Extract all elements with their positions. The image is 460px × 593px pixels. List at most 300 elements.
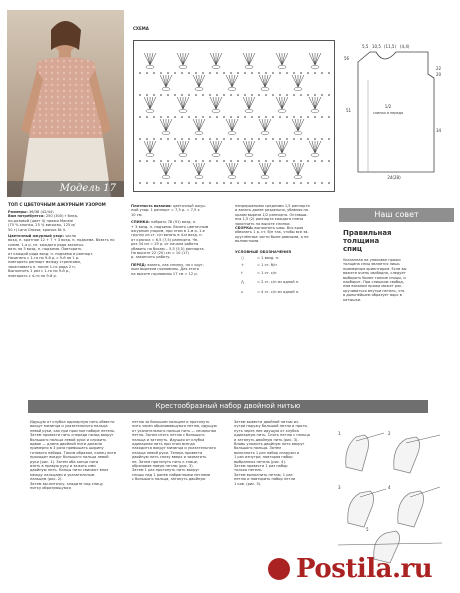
chart-symbol: [293, 94, 295, 96]
chart-symbol: [279, 141, 282, 153]
right-line: и вязать далее раздельно, убавляя по: [235, 208, 309, 213]
chart-symbol: [251, 116, 253, 118]
chart-symbol: [195, 94, 197, 96]
chart-symbol: [307, 138, 309, 140]
materials-line: 50 г) Lana Grossa; крючок № 4.: [8, 227, 67, 232]
tips-body: [343, 258, 455, 302]
chart-symbol: [237, 160, 239, 162]
tips-title-line: толщина: [343, 237, 380, 245]
chart-symbol: [328, 138, 330, 140]
section-line: одинарная нить при этом всегда: [132, 442, 195, 447]
postila-logo-mark-icon: [268, 558, 290, 580]
chart-symbol: [199, 75, 205, 87]
chart-symbol: [199, 75, 202, 87]
chart-symbol: [228, 175, 236, 178]
chart-symbol: [321, 72, 323, 74]
chart-symbol: [223, 138, 225, 140]
chart-symbol: [295, 75, 298, 87]
chart-symbol: [226, 75, 232, 87]
chart-symbol: [282, 53, 288, 65]
section-line: образовав новую петлю (рис. 3).: [132, 464, 194, 469]
chart-symbol: [286, 160, 288, 162]
section-line: с большого пальца, затянуть двойную: [132, 477, 206, 482]
chart-symbol: [276, 53, 282, 65]
chart-symbol: [265, 160, 267, 162]
chart-symbol: [174, 72, 176, 74]
chart-symbol: [249, 141, 252, 153]
chart-symbol: [199, 163, 205, 175]
chart-symbol: [177, 97, 183, 109]
chart-symbol: [209, 182, 211, 184]
chart-symbol: [193, 119, 199, 131]
tips-title-line: спиц: [343, 245, 363, 253]
chart-symbol: [162, 175, 170, 178]
chain-stitch-icon: ○: [241, 256, 245, 261]
chart-symbol: [312, 141, 315, 153]
chart-symbol: [265, 75, 268, 87]
chart-symbol: [146, 138, 148, 140]
chart-symbol: [226, 163, 232, 175]
dim-label: 22: [436, 66, 442, 71]
pattern-line: возд. п. кратное 12 + 7 + 3 возд. п. подъема. Вязать по: [8, 238, 115, 243]
pattern-line: схеме. 1-я р. сп. каждого ряда заканчи-: [8, 242, 84, 247]
chart-symbol: [146, 182, 148, 184]
chart-symbol: [160, 182, 162, 184]
chart-symbol: [181, 182, 183, 184]
chart-symbol: [199, 119, 205, 131]
section-col-1: [30, 420, 128, 491]
chart-symbol: [315, 141, 318, 153]
legend-item: ○ = 1 возд. п.: [241, 256, 280, 261]
chart-symbol: [230, 138, 232, 140]
model-heading: ТОП С ЦВЕТОЧНЫМ АЖУРНЫМ УЗОРОМ: [8, 202, 106, 207]
chart-symbol: [181, 72, 183, 74]
chart-symbol: [311, 109, 319, 112]
chart-symbol: [245, 153, 253, 156]
chart-symbol: [146, 65, 154, 68]
section-line: петлю и повторить набор петли: [234, 477, 296, 482]
chart-symbol: [230, 182, 232, 184]
chart-symbol: [183, 97, 189, 109]
chart-symbol: [293, 138, 295, 140]
chart-symbol: [179, 65, 187, 68]
back-line: группу из ст. с/н вязать в 4-м возд. п.: [131, 233, 203, 238]
chart-symbol: [160, 75, 166, 87]
chart-symbol: [246, 53, 249, 65]
figure-label: 5: [366, 527, 369, 532]
chart-symbol: [153, 116, 155, 118]
chart-symbol: [195, 87, 203, 90]
materials-line: 250 (300) г блед-: [45, 214, 79, 219]
chart-symbol: [265, 119, 271, 131]
chart-symbol: [244, 160, 246, 162]
chart-symbol: [177, 141, 183, 153]
chart-symbol: [216, 116, 218, 118]
section-line: петлю за большим пальцем и протянуть: [132, 420, 210, 424]
section-line: и затянуть двойную нить (рис. 3).: [234, 437, 299, 442]
right-line: выполнить швы. Вся края: [254, 226, 304, 231]
materials-line: но-розовой (цвет 4) пряжи Macate: [8, 218, 74, 223]
chart-symbol: [153, 182, 155, 184]
chart-symbol: [244, 116, 246, 118]
single-crochet-icon: +: [241, 263, 245, 268]
chart-symbol: [249, 53, 255, 65]
chart-symbol: [163, 75, 166, 87]
pattern-line: повторять раппорт между стрелками,: [8, 260, 81, 265]
chart-symbol: [293, 160, 295, 162]
chart-symbol: [232, 75, 235, 87]
chart-symbol: [237, 182, 239, 184]
front-line: на высоте горловины 17 см = 12 р.: [131, 271, 198, 276]
chart-symbol: [209, 94, 211, 96]
chart-symbol: [150, 141, 153, 153]
chart-symbol: [246, 141, 249, 153]
section-line: пальца левой руки. Теперь провести: [132, 450, 203, 455]
chart-symbol: [167, 138, 169, 140]
materials-label: Вам потребуется:: [8, 214, 45, 219]
chart-symbol: [195, 116, 197, 118]
chart-symbol: [232, 163, 235, 175]
chart-symbol: [183, 141, 189, 153]
chart-symbol: [196, 119, 199, 131]
section-line: вдвое — длина двойной нити должна: [30, 442, 103, 447]
chart-symbol: [230, 116, 232, 118]
chart-symbol: [166, 119, 169, 131]
chart-symbol: [294, 131, 302, 134]
chart-symbol: [309, 141, 315, 153]
section-col-3: [234, 420, 332, 486]
tips-line: примерным ориентиром. Если вы: [343, 266, 407, 271]
chart-symbol: [181, 138, 183, 140]
chart-symbol: [202, 72, 204, 74]
chart-symbol: [144, 141, 150, 153]
chart-symbol: [213, 97, 216, 109]
chart-symbol: [179, 153, 187, 156]
chart-symbol: [223, 160, 225, 162]
back-line: от крючка = 6,5 (7,5) раппорта. Че-: [131, 237, 199, 242]
chart-symbol: [160, 72, 162, 74]
chart-symbol: [160, 160, 162, 162]
chart-symbol: [282, 97, 285, 109]
section-line: петля. Затем снять петлю с большого: [132, 433, 205, 438]
chart-symbol: [209, 116, 211, 118]
chart-symbol: [300, 182, 302, 184]
chart-symbol: [166, 163, 169, 175]
section-line: двойную нить снизу вверх и захватить: [132, 455, 207, 460]
chart-symbol: [180, 141, 183, 153]
chart-symbol: [209, 160, 211, 162]
chart-symbol: [183, 97, 186, 109]
chart-symbol: [328, 94, 330, 96]
tips-header: Наш совет: [339, 208, 454, 222]
chart-symbol: [282, 97, 288, 109]
chart-symbol: [183, 53, 186, 65]
chart-symbol: [212, 65, 220, 68]
chart-symbol: [293, 116, 295, 118]
chart-symbol: [258, 72, 260, 74]
chart-symbol: [188, 182, 190, 184]
chart-symbol: [251, 94, 253, 96]
chart-symbol: [223, 94, 225, 96]
chart-symbol: [265, 182, 267, 184]
chart-symbol: [309, 97, 315, 109]
chart-symbol: [249, 141, 255, 153]
chart-symbol: [202, 94, 204, 96]
chart-symbol: [262, 119, 265, 131]
chart-symbol: [315, 141, 321, 153]
chart-symbol: [293, 182, 295, 184]
chart-symbol: [216, 72, 218, 74]
section-line: Затем выполнить петлю, 1 раз: [234, 472, 293, 477]
chart-symbol: [226, 119, 232, 131]
chart-symbol: [244, 72, 246, 74]
chart-symbol: [315, 97, 318, 109]
chart-symbol: [153, 72, 155, 74]
assembly-label: СБОРКА:: [235, 226, 254, 231]
pattern-line: Начинать с 1-го по 9-й р. с 9-й по 1 р.: [8, 256, 80, 261]
chart-symbol: [146, 72, 148, 74]
section-line: Затем провести 1 раз набор: [234, 464, 288, 469]
chart-symbol: [321, 182, 323, 184]
section-line: Идущую от клубка одинарную нить обвести: [30, 420, 115, 424]
pattern-line: число: [65, 234, 76, 239]
chart-symbol: [244, 94, 246, 96]
section-col-2: [132, 420, 230, 482]
section-line: Затем 1 раз протянуть нить вокруг: [132, 468, 200, 473]
section-line: выбранных петель (рис. 4).: [234, 459, 286, 464]
chart-symbol: [147, 141, 150, 153]
chart-symbol: [262, 75, 265, 87]
four-dc-cluster-icon: ⩚: [241, 289, 244, 294]
chart-symbol: [163, 119, 166, 131]
section-line: Вновь уложить двойную нить вокруг: [234, 442, 305, 447]
chart-symbol: [292, 75, 298, 87]
section-line: вокруг мизинца и указательного пальца: [30, 424, 108, 429]
chart-symbol: [213, 141, 216, 153]
chart-symbol: [243, 53, 249, 65]
chart-symbol: [315, 53, 321, 65]
right-text-column: [235, 204, 335, 294]
chart-symbol: [279, 116, 281, 118]
chart-symbol: [188, 72, 190, 74]
chart-symbol: [251, 182, 253, 184]
chart-symbol: [229, 119, 232, 131]
legend-item: ⋀ = 2 ст. с/н из одной п.: [241, 280, 300, 285]
chart-symbol: [292, 119, 298, 131]
chart-symbol: [278, 65, 286, 68]
section-line: взять в правую руку и зажать ими: [30, 464, 96, 469]
chart-symbol: [230, 94, 232, 96]
tips-title-line: Правильная: [343, 229, 392, 237]
chart-symbol: [279, 182, 281, 184]
chart-symbol: [139, 160, 141, 162]
chart-symbol: [272, 94, 274, 96]
chart-symbol: [150, 97, 156, 109]
right-line: непрерывными средними 1,5 раппорта: [235, 204, 310, 208]
chart-symbol: [251, 160, 253, 162]
chart-symbol: [210, 141, 216, 153]
two-dc-cluster-icon: ⋀: [241, 280, 244, 285]
chart-symbol: [307, 72, 309, 74]
chart-symbol: [216, 97, 219, 109]
chart-symbol: [237, 116, 239, 118]
chart-symbol: [146, 116, 148, 118]
chart-symbol: [209, 138, 211, 140]
tips-line: кручиваться внутри петель, что: [343, 288, 405, 293]
right-line: волнистыми.: [235, 239, 260, 244]
double-crochet-icon: †: [241, 270, 243, 275]
chart-symbol: [232, 119, 235, 131]
crochet-chart: [133, 40, 335, 192]
chart-symbol: [181, 94, 183, 96]
chart-symbol: [321, 160, 323, 162]
chart-symbol: [300, 72, 302, 74]
chart-symbol: [321, 138, 323, 140]
chart-symbol: [216, 94, 218, 96]
chart-symbol: [294, 175, 302, 178]
section-line: Затем вы-ниточку, кладите под спицу: [30, 481, 103, 486]
chart-symbol: [160, 94, 162, 96]
chart-symbol: [249, 97, 255, 109]
section-line: 1 раз изнутри, повторяя набор: [234, 455, 293, 460]
chart-symbol: [245, 109, 253, 112]
right-line: обвязать 1 р. ст. б/н так, чтобы все за-: [235, 230, 309, 235]
chart-symbol: [261, 131, 269, 134]
chart-symbol: [146, 94, 148, 96]
chart-symbol: [244, 138, 246, 140]
chart-symbol: [261, 87, 269, 90]
chart-symbol: [278, 109, 286, 112]
pattern-line: от каждой ряда возд. п. подъема и раппорт.: [8, 251, 94, 256]
chart-symbol: [232, 119, 238, 131]
right-line: еся 1,5 (2) раппорта каждого плеча: [235, 217, 304, 222]
chart-symbol: [309, 53, 315, 65]
pattern-line: заканчивать п. после 1-го ряда 2 п.: [8, 264, 76, 269]
chart-symbol: [314, 160, 316, 162]
dim-label: 51: [346, 108, 352, 113]
chart-symbol: [251, 138, 253, 140]
chart-symbol: [167, 72, 169, 74]
dim-label: (4,4): [400, 44, 410, 49]
section-line: нутри наружу большой петли и протя-: [234, 424, 308, 429]
chart-symbol: [258, 116, 260, 118]
dim-label: 5,5: [362, 44, 369, 49]
chart-symbol: [237, 94, 239, 96]
section-line: только петель.: [234, 468, 263, 473]
chart-symbol: [286, 72, 288, 74]
chart-symbol: [193, 75, 199, 87]
chart-symbol: [180, 97, 183, 109]
chart-symbol: [258, 182, 260, 184]
chart-symbol: [183, 141, 186, 153]
chart-symbol: [199, 163, 202, 175]
chart-symbol: [276, 141, 282, 153]
figure-label: 3: [338, 485, 341, 490]
chart-symbol: [188, 138, 190, 140]
chart-symbol: [286, 94, 288, 96]
chart-symbol: [202, 116, 204, 118]
chart-symbol: [188, 116, 190, 118]
pattern-label: Цветочный ажурный узор:: [8, 234, 64, 239]
model-label: Модель 17: [59, 183, 116, 194]
chart-symbol: [243, 141, 249, 153]
chart-symbol: [166, 75, 169, 87]
chart-symbol: [314, 116, 316, 118]
chart-symbol: [314, 182, 316, 184]
hand-illustrations: [336, 427, 446, 567]
chart-symbol: [216, 97, 222, 109]
dim-label: 34: [436, 128, 442, 133]
tips-line: выбирать более тонкие спицы, и: [343, 275, 406, 280]
chart-symbol: [199, 119, 202, 131]
chart-symbol: [174, 116, 176, 118]
dim-label: 56: [344, 56, 350, 61]
figure-label: 4: [388, 485, 391, 490]
chart-symbol: [279, 53, 282, 65]
section-line: пальца и затянуть. Идущая от клубка: [132, 437, 205, 442]
model-photo: [7, 10, 124, 197]
section-line: находится вокруг мизинца и указательного: [132, 446, 216, 451]
section-line: двойную нить. Концы нити свисают вниз: [30, 468, 109, 473]
section-line: ее. Затем протянуть нить к спице,: [132, 459, 199, 464]
chart-symbol: [166, 119, 172, 131]
chart-symbol: [230, 160, 232, 162]
chart-symbol: [300, 160, 302, 162]
chart-symbol: [307, 160, 309, 162]
chart-symbol: [167, 182, 169, 184]
chart-symbol: [258, 138, 260, 140]
chart-symbol: [223, 182, 225, 184]
chart-symbol: [294, 87, 302, 90]
chart-symbol: [166, 163, 172, 175]
chart-symbol: [265, 119, 268, 131]
chart-symbol: [259, 163, 265, 175]
chart-symbol: [314, 94, 316, 96]
chart-symbol: [177, 53, 183, 65]
chart-symbol: [251, 72, 253, 74]
chart-symbol: [300, 116, 302, 118]
chart-symbol: [314, 138, 316, 140]
chart-symbol: [272, 138, 274, 140]
section-line: от указательного пальца нить — начальная: [132, 428, 217, 433]
chart-symbol: [298, 119, 301, 131]
chart-symbol: [286, 116, 288, 118]
woman-photo-illustration: [7, 10, 124, 197]
chart-symbol: [174, 182, 176, 184]
section-line: одинарную нить. Снять петлю с пальца: [234, 433, 310, 438]
chart-symbol: [312, 53, 315, 65]
chart-symbol: [249, 97, 252, 109]
left-text-column: [8, 202, 126, 278]
chart-symbol: [196, 163, 199, 175]
sizes-label: Размеры:: [8, 210, 28, 214]
front-label: ПЕРЕД:: [131, 262, 147, 267]
section-line: нуть через нее идущую от клубка: [234, 428, 299, 433]
chart-symbol: [202, 160, 204, 162]
chart-symbol: [328, 72, 330, 74]
chart-symbol: [314, 72, 316, 74]
chart-symbol: [139, 94, 141, 96]
chart-symbol: [265, 75, 271, 87]
density-line: цветочный ажур-: [172, 204, 206, 208]
chart-symbol: [265, 94, 267, 96]
chart-symbol: [278, 153, 286, 156]
chart-symbol: [298, 163, 301, 175]
section-line: нитку образующуюся: [30, 486, 71, 491]
chart-symbol: [139, 72, 141, 74]
chart-symbol: [276, 97, 282, 109]
section-line: готового набора. Таким образом, конец нити: [30, 450, 117, 455]
